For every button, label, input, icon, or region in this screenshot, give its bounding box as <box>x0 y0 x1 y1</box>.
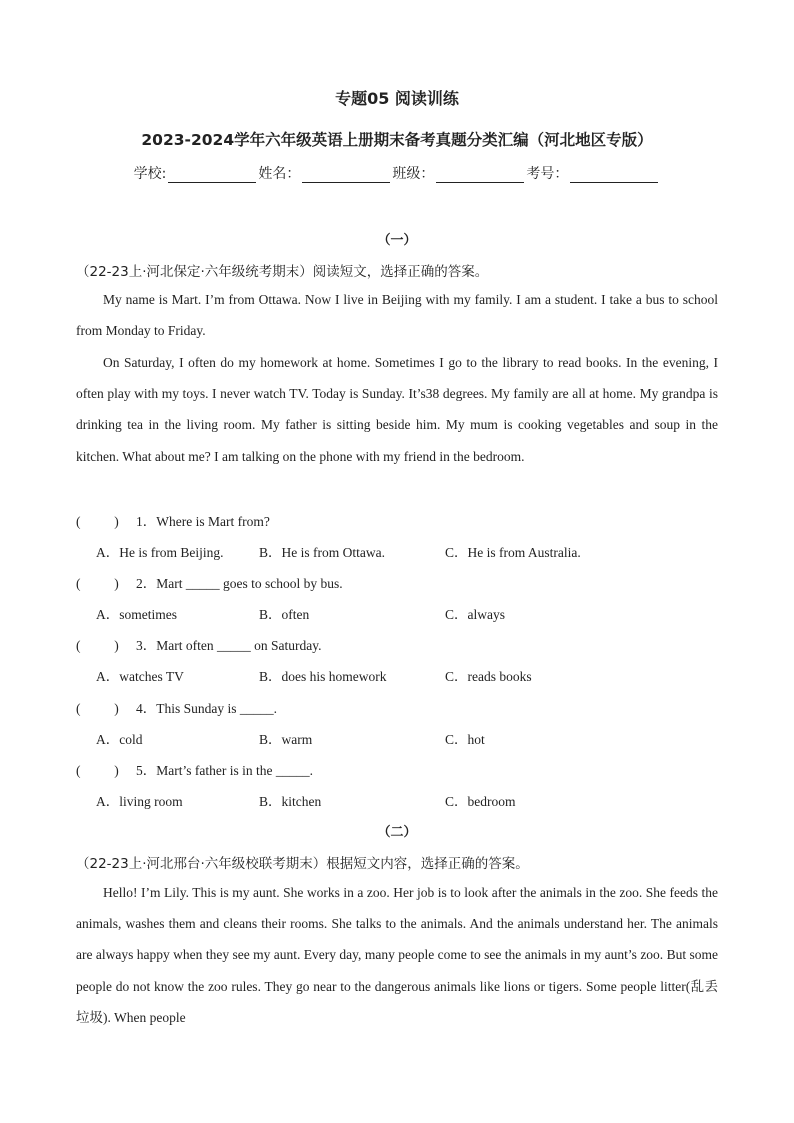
option-a: A．He is from Beijing. <box>96 545 224 560</box>
exam-no-blank <box>570 168 658 183</box>
options-4 <box>96 728 716 748</box>
option-b: B．kitchen <box>259 794 322 809</box>
option-b: B．He is from Ottawa. <box>259 545 385 560</box>
question-4 <box>76 697 277 717</box>
question-3 <box>76 634 321 654</box>
passage-paragraph-3: Hello! I’m Lily. This is my aunt. She works in a zoo. Her job is to look after the animals in the zoo. She feeds the animals, washes them and cleans their rooms. She talks to the animals. And the animals understand her. The animals are always happy when they see my aunt. Every day, many people come to see the animals in my aunt’s zoo. But some people do not know the zoo rules. They go near to the dangerous animals like lions or tigers. Some people litter(乱丢垃圾). When people <box>76 885 718 1025</box>
question-5 <box>76 759 313 779</box>
options-5 <box>96 790 716 810</box>
option-c: C．reads books <box>445 669 532 684</box>
school-label: 学校: <box>133 166 167 182</box>
option-c: C．bedroom <box>445 794 516 809</box>
question-text: 5．Mart’s father is in the _____. <box>136 763 313 778</box>
section-source-2: （22-23上·河北邢台·六年级校联考期末）根据短文内容，选择正确的答案。 <box>76 856 529 872</box>
answer-paren: ( ) <box>76 514 119 529</box>
question-text: 4．This Sunday is _____. <box>136 701 278 716</box>
class-blank <box>436 168 524 183</box>
option-a: A．sometimes <box>96 607 177 622</box>
question-text: 1．Where is Mart from? <box>136 514 270 529</box>
options-1 <box>96 541 716 561</box>
question-1 <box>76 510 270 530</box>
school-blank <box>168 168 256 183</box>
option-b: B．does his homework <box>259 669 387 684</box>
option-b: B．warm <box>259 732 313 747</box>
name-blank <box>302 168 390 183</box>
option-a: A．watches TV <box>96 669 184 684</box>
options-2 <box>96 603 716 623</box>
answer-paren: ( ) <box>76 638 119 653</box>
option-c: C．always <box>445 607 505 622</box>
answer-paren: ( ) <box>76 701 119 716</box>
document-title: 专题05 阅读训练 <box>335 89 459 108</box>
class-label: 班级： <box>392 166 435 182</box>
answer-paren: ( ) <box>76 576 119 591</box>
name-label: 姓名： <box>258 166 301 182</box>
option-a: A．cold <box>96 732 143 747</box>
option-b: B．often <box>259 607 310 622</box>
question-2 <box>76 572 343 592</box>
answer-paren: ( ) <box>76 763 119 778</box>
student-info-line <box>0 163 794 183</box>
section-heading-1: （一） <box>377 233 417 248</box>
document-subtitle: 2023-2024学年六年级英语上册期末备考真题分类汇编（河北地区专版） <box>141 131 653 149</box>
passage-paragraph-1: My name is Mart. I’m from Ottawa. Now I live in Beijing with my family. I am a student. I take a bus to school from Monday to Friday. <box>76 292 718 339</box>
option-c: C．hot <box>445 732 485 747</box>
section-source-1: （22-23上·河北保定·六年级统考期末）阅读短文，选择正确的答案。 <box>76 264 489 280</box>
exam-no-label: 考号： <box>526 166 569 182</box>
section-heading-2: （二） <box>377 825 417 840</box>
option-a: A．living room <box>96 794 183 809</box>
question-text: 2．Mart _____ goes to school by bus. <box>136 576 343 591</box>
passage-paragraph-2: On Saturday, I often do my homework at home. Sometimes I go to the library to read books. In the evening, I often play with my toys. I never watch TV. Today is Sunday. It’s38 degrees. My family are all at home. My grandpa is drinking tea in the living room. My father is sitting beside him. My mum is cooking vegetables and soup in the kitchen. What about me? I am talking on the phone with my friend in the bedroom. <box>76 355 718 464</box>
option-c: C．He is from Australia. <box>445 545 581 560</box>
options-3 <box>96 665 716 685</box>
question-text: 3．Mart often _____ on Saturday. <box>136 638 322 653</box>
